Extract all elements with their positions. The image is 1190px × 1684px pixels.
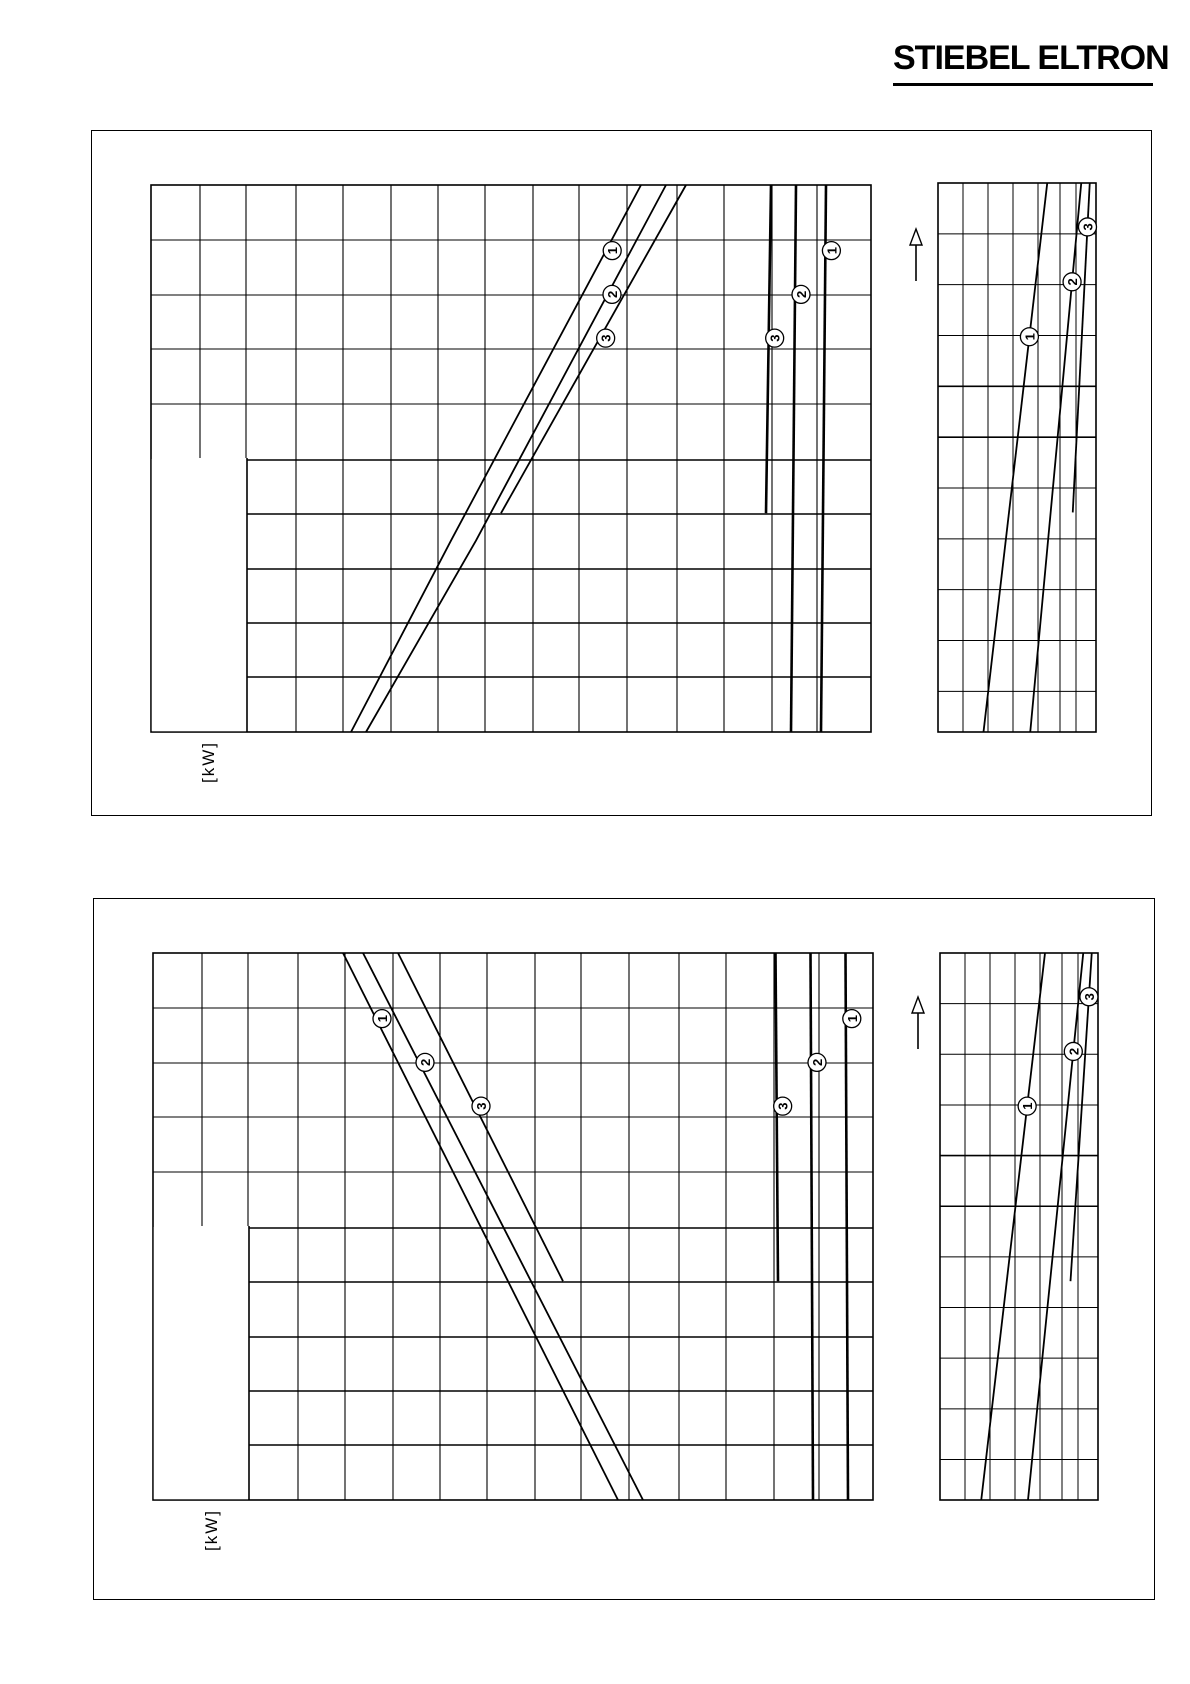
inset-label-2: 2 <box>1066 1047 1082 1056</box>
series-line-1 <box>821 185 826 732</box>
series-label-1: 1 <box>824 247 840 255</box>
series-label-3: 3 <box>767 334 783 342</box>
series-line-2 <box>366 185 666 732</box>
chart-1-svg <box>92 131 1153 817</box>
series-line-1 <box>343 953 618 1500</box>
series-label-2: 2 <box>794 290 809 299</box>
unit-label: [kW] <box>202 1509 221 1551</box>
arrow-head-icon <box>912 997 924 1013</box>
chart-panel-2 <box>93 898 1155 1600</box>
series-line-2 <box>811 953 814 1500</box>
inset-label-3: 3 <box>1081 993 1097 1001</box>
series-line-3 <box>776 953 779 1281</box>
series-line-1 <box>351 185 641 732</box>
inset-label-3: 3 <box>1080 223 1096 231</box>
inset-frame <box>938 183 1096 732</box>
series-label-3: 3 <box>598 334 614 342</box>
logo-underline <box>893 83 1153 86</box>
series-label-3: 3 <box>775 1102 791 1110</box>
arrow-head-icon <box>910 229 922 245</box>
chart-panel-1 <box>91 130 1152 816</box>
series-label-1: 1 <box>605 247 621 255</box>
series-label-3: 3 <box>474 1102 489 1110</box>
blank-area <box>152 459 246 731</box>
series-label-1: 1 <box>844 1015 860 1023</box>
series-label-2: 2 <box>810 1058 825 1067</box>
unit-label: [kW] <box>199 741 218 783</box>
blank-area <box>154 1227 248 1499</box>
brand-logo <box>893 38 1169 80</box>
chart-2-svg <box>94 899 1156 1601</box>
series-label-1: 1 <box>375 1015 390 1023</box>
plot-frame <box>151 185 871 732</box>
series-line-1 <box>846 953 849 1500</box>
series-line-2 <box>363 953 643 1500</box>
series-label-2: 2 <box>605 290 620 299</box>
plot-frame <box>153 953 873 1500</box>
logo-text: STIEBEL ELTRON <box>893 39 1169 77</box>
series-label-2: 2 <box>418 1058 433 1067</box>
inset-label-1: 1 <box>1020 1102 1036 1110</box>
inset-label-1: 1 <box>1022 333 1038 341</box>
series-line-2 <box>791 185 796 732</box>
inset-label-2: 2 <box>1065 278 1081 286</box>
